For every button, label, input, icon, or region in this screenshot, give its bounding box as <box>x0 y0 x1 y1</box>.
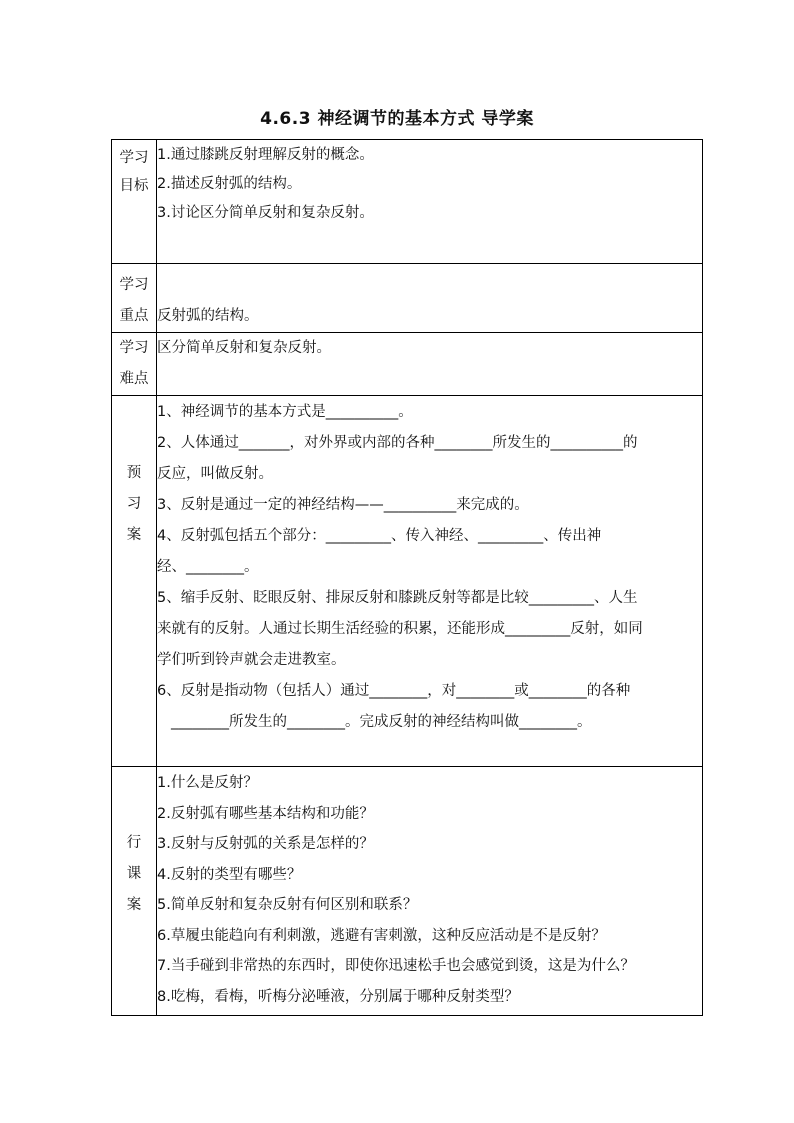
label-char: 习 <box>126 496 142 512</box>
label-difficulties <box>112 333 157 396</box>
preview-question: 来就有的反射。人通过长期生活经验的积累，还能形成_________反射，如同 <box>157 621 643 637</box>
label-char: 预 <box>126 465 142 481</box>
class-question: 8.吃梅，看梅，听梅分泌唾液，分别属于哪种反射类型？ <box>157 988 519 1005</box>
label-line: 目标 <box>119 178 149 194</box>
difficulty-text: 区分简单反射和复杂反射。 <box>157 340 331 356</box>
page-title: 4.6.3 神经调节的基本方式 导学案 <box>260 109 534 129</box>
label-char: 课 <box>126 866 142 882</box>
content-difficulties <box>157 333 703 396</box>
preview-question: 经、________。 <box>157 559 259 575</box>
label-line: 学习 <box>119 340 149 356</box>
label-in-class <box>112 767 157 1016</box>
content-preview <box>157 396 703 767</box>
label-preview <box>112 396 157 767</box>
key-point-text: 反射弧的结构。 <box>157 308 259 324</box>
row-learning-goals <box>112 140 703 264</box>
content-in-class <box>157 767 703 1016</box>
row-difficulties <box>112 333 703 396</box>
study-guide-table <box>111 139 703 1016</box>
goal-item: 1.通过膝跳反射理解反射的概念。 <box>157 147 374 163</box>
label-line: 学习 <box>119 277 149 293</box>
content-key-points <box>157 264 703 333</box>
label-key-points <box>112 264 157 333</box>
preview-question: 2、人体通过_______，对外界或内部的各种________所发生的__________的 <box>157 435 638 451</box>
preview-question: 学们听到铃声就会走进教室。 <box>157 652 346 668</box>
class-question: 4.反射的类型有哪些？ <box>157 866 302 883</box>
class-question: 5.简单反射和复杂反射有何区别和联系？ <box>157 897 418 913</box>
class-question: 6.草履虫能趋向有利刺激，逃避有害刺激，这种反应活动是不是反射？ <box>157 927 606 944</box>
preview-question: 反应，叫做反射。 <box>157 466 273 482</box>
class-question: 2.反射弧有哪些基本结构和功能？ <box>157 805 374 822</box>
label-char: 行 <box>126 835 142 851</box>
class-question: 7.当手碰到非常热的东西时，即使你迅速松手也会感觉到烫，这是为什么？ <box>157 958 635 974</box>
preview-question: 5、缩手反射、眨眼反射、排尿反射和膝跳反射等都是比较_________、人生 <box>157 590 638 606</box>
row-key-points <box>112 264 703 333</box>
row-preview <box>112 396 703 767</box>
goal-item: 3.讨论区分简单反射和复杂反射。 <box>157 205 374 221</box>
preview-question: 1、神经调节的基本方式是__________。 <box>157 404 413 420</box>
class-question: 3.反射与反射弧的关系是怎样的？ <box>157 836 374 852</box>
label-char: 案 <box>126 897 142 913</box>
label-line: 难点 <box>119 371 149 387</box>
label-line: 重点 <box>119 308 149 324</box>
class-question: 1.什么是反射？ <box>157 775 258 791</box>
preview-question: 3、反射是通过一定的神经结构——__________来完成的。 <box>157 497 529 513</box>
label-line: 学习 <box>119 150 149 166</box>
label-learning-goals <box>112 140 157 264</box>
goal-item: 2.描述反射弧的结构。 <box>157 176 302 192</box>
label-char: 案 <box>126 527 142 543</box>
preview-question: ________所发生的________。完成反射的神经结构叫做________。 <box>171 714 592 730</box>
preview-question: 4、反射弧包括五个部分：_________、传入神经、_________、传出神 <box>157 528 602 544</box>
preview-question: 6、反射是指动物（包括人）通过________，对________或________的各种 <box>157 683 631 699</box>
content-learning-goals <box>157 140 703 264</box>
row-in-class <box>112 767 703 1016</box>
